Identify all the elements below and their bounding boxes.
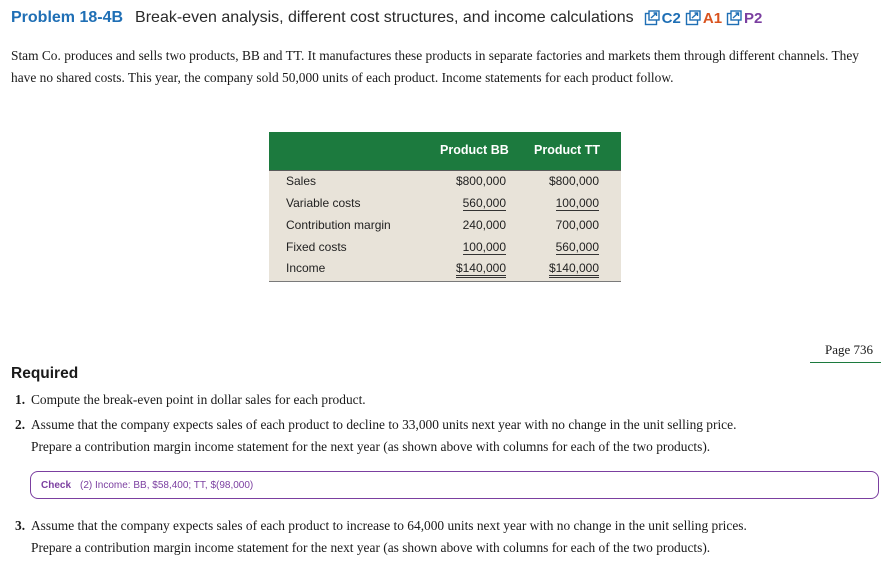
requirement-number: 1. (15, 392, 26, 407)
requirement-text-line2: Prepare a contribution margin income statement for the next year (as shown above with columns for each of the two products). (31, 439, 711, 454)
page-reference (810, 340, 881, 363)
objective-label: P2 (744, 9, 763, 27)
row-label-income: Income (286, 261, 326, 275)
income-statement-table (269, 132, 621, 282)
cell-sales-bb: $800,000 (455, 174, 506, 188)
objective-label: A1 (702, 9, 723, 27)
cell-fixed-costs-tt: 560,000 (555, 240, 599, 254)
cell-contribution-margin-tt: 700,000 (555, 218, 599, 232)
requirement-text: Compute the break-even point in dollar sales for each product. (31, 392, 366, 407)
objective-link-a1[interactable] (685, 10, 722, 27)
check-box (30, 471, 879, 499)
cell-income-tt: $140,000 (549, 261, 599, 278)
cell-variable-costs-tt: 100,000 (555, 196, 599, 210)
check-label: Check (41, 479, 72, 491)
check-text: (2) Income: BB, $58,400; TT, $(98,000) (80, 479, 254, 491)
requirement-text-line2: Prepare a contribution margin income statement for the next year (as shown above with columns for each of the two products). (31, 540, 711, 555)
cell-contribution-margin-bb: 240,000 (462, 218, 506, 232)
external-link-icon (644, 10, 660, 26)
intro-paragraph: Stam Co. produces and sells two products, BB and TT. It manufactures these products in separate factories and markets them through different channels. They have no shared costs. This year, the company sold 50,000 units of each product. Income statements for each product follow. (11, 48, 859, 85)
requirement-text-line1: Assume that the company expects sales of each product to increase to 64,000 units next year with no change in the unit selling prices. (31, 518, 747, 533)
required-heading: Required (11, 365, 79, 382)
objective-link-p2[interactable] (726, 10, 762, 27)
cell-sales-tt: $800,000 (548, 174, 599, 188)
cell-variable-costs-bb: 560,000 (462, 196, 506, 210)
cell-income-bb: $140,000 (456, 261, 506, 278)
row-label-contribution-margin: Contribution margin (286, 218, 391, 232)
requirement-number: 3. (15, 518, 26, 533)
cell-fixed-costs-bb: 100,000 (462, 240, 506, 254)
table-header (269, 132, 621, 171)
page-reference-text: Page 736 (824, 342, 873, 357)
problem-title: Break-even analysis, different cost structures, and income calculations (135, 9, 634, 26)
objective-link-c2[interactable] (644, 10, 681, 27)
column-header-tt: Product TT (534, 143, 600, 157)
requirement-text-line1: Assume that the company expects sales of each product to decline to 33,000 units next year with no change in the unit selling price. (31, 417, 737, 432)
requirement-1 (15, 389, 870, 411)
external-link-icon (685, 10, 701, 26)
problem-number: Problem 18-4B (11, 9, 124, 26)
requirement-3 (15, 515, 870, 559)
requirement-2 (15, 414, 870, 458)
objective-label: C2 (661, 9, 681, 27)
external-link-icon (726, 10, 742, 26)
row-label-fixed-costs: Fixed costs (286, 240, 347, 254)
row-label-sales: Sales (286, 174, 317, 188)
row-label-variable-costs: Variable costs (286, 196, 361, 210)
column-header-bb: Product BB (440, 143, 509, 157)
requirement-number: 2. (15, 417, 26, 432)
problem-header (11, 7, 881, 29)
